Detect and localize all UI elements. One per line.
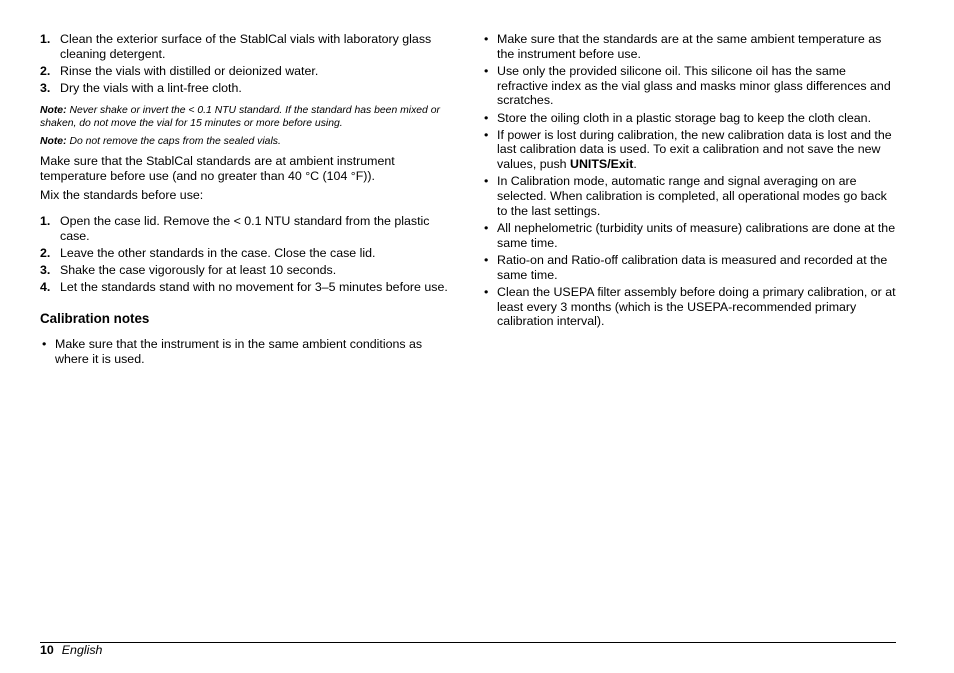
- footer-divider: [40, 642, 896, 643]
- left-column: [40, 32, 458, 369]
- list-item: [482, 221, 900, 251]
- step-text: Let the standards stand with no movement for 3–5 minutes before use.: [60, 280, 448, 295]
- temperature-paragraph: Make sure that the StablCal standards are at ambient instrument temperature before use (and no greater than 40 °C (104 °F)).: [40, 153, 395, 183]
- step-number: 1.: [40, 214, 51, 229]
- list-item: [40, 337, 458, 367]
- calibration-notes-list: [40, 337, 458, 367]
- bullet-icon: •: [484, 127, 489, 142]
- list-item: [482, 64, 900, 108]
- bullet-icon: •: [484, 110, 489, 125]
- list-item: [40, 246, 458, 261]
- bullet-icon: •: [42, 337, 47, 352]
- list-item: [482, 111, 900, 126]
- bullet-text: Make sure that the instrument is in the same ambient conditions as where it is used.: [55, 337, 423, 366]
- section-heading: Calibration notes: [40, 311, 150, 327]
- step-number: 3.: [40, 80, 51, 95]
- note-shake: [40, 104, 458, 130]
- footer-language: English: [61, 643, 103, 657]
- list-item: [40, 81, 458, 96]
- step-number: 2.: [40, 246, 51, 261]
- step-text: Open the case lid. Remove the < 0.1 NTU standard from the plastic case.: [60, 214, 430, 243]
- bullet-text: If power is lost during calibration, the new calibration data is lost and the last calibration data is used. To exit a calibration and not save the new values, push: [497, 127, 892, 172]
- bullet-icon: •: [484, 221, 489, 236]
- bullet-icon: •: [484, 32, 489, 46]
- note-label: Note:: [40, 104, 67, 116]
- step-text: Clean the exterior surface of the StablCal vials with laboratory glass cleaning detergent.: [60, 32, 432, 61]
- bullet-text: All nephelometric (turbidity units of measure) calibrations are done at the same time.: [497, 221, 896, 250]
- bullet-text: Use only the provided silicone oil. This silicone oil has the same refractive index as the vial glass and masks minor glass differences and scratches.: [497, 63, 891, 108]
- note-text: Do not remove the caps from the sealed vials.: [66, 135, 281, 147]
- list-item: [482, 128, 900, 172]
- mix-steps-list: [40, 214, 458, 295]
- note-text: Never shake or invert the < 0.1 NTU standard. If the standard has been mixed or shaken, do not move the vial for 15 minutes or more before using.: [40, 104, 440, 129]
- page-footer: [40, 643, 102, 657]
- calibration-notes-continued-list: [482, 32, 900, 329]
- bullet-icon: •: [484, 252, 489, 267]
- bullet-text: Store the oiling cloth in a plastic storage bag to keep the cloth clean.: [497, 110, 872, 125]
- note-label: Note:: [40, 135, 67, 147]
- bullet-icon: •: [484, 174, 489, 189]
- list-item: [40, 280, 458, 295]
- list-item: [40, 64, 458, 79]
- step-number: 2.: [40, 63, 51, 78]
- bullet-icon: •: [484, 63, 489, 78]
- bullet-text-end: .: [633, 157, 637, 172]
- bullet-text: Ratio-on and Ratio-off calibration data is measured and recorded at the same time.: [497, 252, 888, 282]
- bullet-text: Clean the USEPA filter assembly before doing a primary calibration, or at least every 3 months (which is the USEPA-recommended primary calibration interval).: [497, 284, 896, 329]
- mix-paragraph: Mix the standards before use:: [40, 188, 204, 203]
- step-number: 1.: [40, 32, 51, 46]
- cleaning-steps-list: [40, 32, 458, 96]
- list-item: [40, 214, 458, 244]
- step-number: 4.: [40, 280, 51, 295]
- list-item: [482, 285, 900, 329]
- step-text: Shake the case vigorously for at least 10 seconds.: [60, 263, 337, 278]
- right-column: [482, 32, 900, 332]
- list-item: [40, 263, 458, 278]
- step-number: 3.: [40, 263, 51, 278]
- step-text: Leave the other standards in the case. Close the case lid.: [60, 246, 376, 261]
- note-caps: [40, 135, 458, 148]
- list-item: [482, 253, 900, 283]
- bullet-icon: •: [484, 284, 489, 299]
- list-item: [482, 32, 900, 62]
- bullet-text: Make sure that the standards are at the same ambient temperature as the instrument before use.: [497, 32, 882, 61]
- list-item: [40, 32, 458, 62]
- key-label-units-exit: UNITS/Exit: [570, 157, 634, 172]
- bullet-text: In Calibration mode, automatic range and signal averaging on are selected. When calibration is completed, all operational modes go back to the last settings.: [497, 174, 887, 218]
- step-text: Rinse the vials with distilled or deionized water.: [60, 63, 319, 78]
- page-number: 10: [40, 643, 54, 657]
- step-text: Dry the vials with a lint-free cloth.: [60, 80, 242, 95]
- list-item: [482, 174, 900, 218]
